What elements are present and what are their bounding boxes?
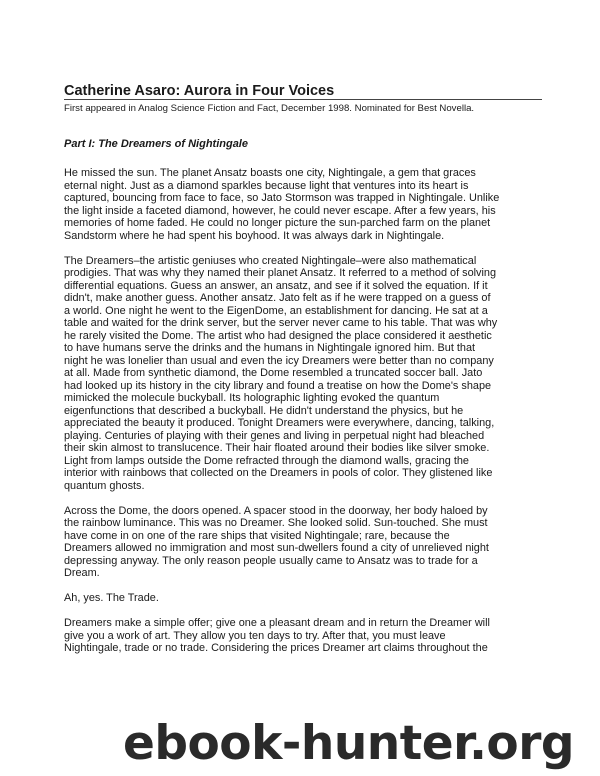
text-line: didn't, make another guess. Another ansatz. Jato felt as if he were trapped on a guess of <box>64 292 491 304</box>
story-body <box>64 167 542 667</box>
text-line: have come in on one of the rare ships that visited Nightingale; rare, because the <box>64 529 450 542</box>
text-line: to have humans serve the drinks and the humans in Nightingale ignored him. But that <box>64 342 476 354</box>
text-line: their skin almost to translucence. Their hair floated around their bodies like silver smoke. <box>64 442 490 454</box>
section-heading: Part I: The Dreamers of Nightingale <box>64 138 248 150</box>
text-line: interior with rainbows that collected on the Dreamers in pools of color. They glistened like <box>64 467 493 479</box>
text-line: at all. Made from synthetic diamond, the Dome resembled a truncated soccer ball. Jato <box>64 367 483 379</box>
text-line: memories of home faded. He could no longer picture the sun-parched farm on the planet <box>64 217 491 229</box>
text-line: Dreamers allowed no immigration and most sun-dwellers found a city of unrelieved night <box>64 542 489 554</box>
text-line: Dreamers make a simple offer; give one a pleasant dream and in return the Dreamer will <box>64 617 490 629</box>
text-line: Nightingale, trade or no trade. Considering the prices Dreamer art claims throughout the <box>64 642 488 654</box>
text-line: eternal night. Just as a diamond sparkles because light that ventures into its heart is <box>64 179 469 192</box>
text-line: give you a work of art. They allow you ten days to try. After that, you must leave <box>64 629 446 642</box>
paragraph <box>64 617 542 655</box>
text-line: appreciated the beauty it produced. Tonight Dreamers were everywhere, dancing, talking, <box>64 417 495 429</box>
text-line: Light from lamps outside the Dome refracted through the diamond walls, gracing the <box>64 454 469 467</box>
paragraph <box>64 505 542 580</box>
text-line: differential equations. Guess an answer, an ansatz, and see if it solved the equation. If it <box>64 279 488 292</box>
text-line: Dream. <box>64 567 100 579</box>
text-line: the rainbow luminance. This was no Dreamer. She looked solid. Sun-touched. She must <box>64 517 488 529</box>
document-title: Catherine Asaro: Aurora in Four Voices <box>64 83 335 99</box>
paragraph <box>64 592 542 605</box>
text-line: Ah, yes. The Trade. <box>64 592 159 604</box>
text-line: the light inside a faceted diamond, however, he could never escape. After a few years, his <box>64 204 496 217</box>
text-line: Sandstorm where he had spent his boyhood. It was always dark in Nightingale. <box>64 229 445 242</box>
text-line: mimicked the molecule buckyball. Its holographic lighting evoked the quantum <box>64 392 440 404</box>
text-line: eigenfunctions that described a buckyball. He didn't understand the physics, but he <box>64 404 464 417</box>
title-divider <box>64 99 542 100</box>
text-line: night he was lonelier than usual and even the icy Dreamers were better than no company <box>64 354 494 367</box>
text-line: he rarely visited the Dome. The artist who had designed the place considered it aesthetic <box>64 329 492 342</box>
text-line: had looked up its history in the city library and found a treatise on how the Dome's shape <box>64 379 492 392</box>
site-watermark: ebook-hunter.org <box>123 716 575 771</box>
publication-note: First appeared in Analog Science Fiction and Fact, December 1998. Nominated for Best Novella. <box>64 103 475 114</box>
text-line: depressing anyway. The only reason people usually came to Ansatz was to trade for a <box>64 554 478 567</box>
text-line: prodigies. That was why they named their planet Ansatz. It referred to a method of solving <box>64 267 497 279</box>
text-line: captured, bouncing from face to face, so Jato Stormson was trapped in Nightingale. Unlike <box>64 192 500 204</box>
text-line: quantum ghosts. <box>64 479 145 492</box>
text-line: a world. One night he went to the EigenDome, an establishment for dancing. He sat at a <box>64 304 488 317</box>
paragraph <box>64 167 542 242</box>
text-line: Across the Dome, the doors opened. A spacer stood in the doorway, her body haloed by <box>64 504 488 517</box>
text-line: table and waited for the drink server, but the server never came to his table. That was why <box>64 317 498 329</box>
text-line: The Dreamers–the artistic geniuses who created Nightingale–were also mathematical <box>64 254 477 267</box>
text-line: He missed the sun. The planet Ansatz boasts one city, Nightingale, a gem that graces <box>64 167 476 179</box>
paragraph <box>64 255 542 493</box>
text-line: playing. Centuries of playing with their genes and living in perpetual night had bleached <box>64 429 485 442</box>
